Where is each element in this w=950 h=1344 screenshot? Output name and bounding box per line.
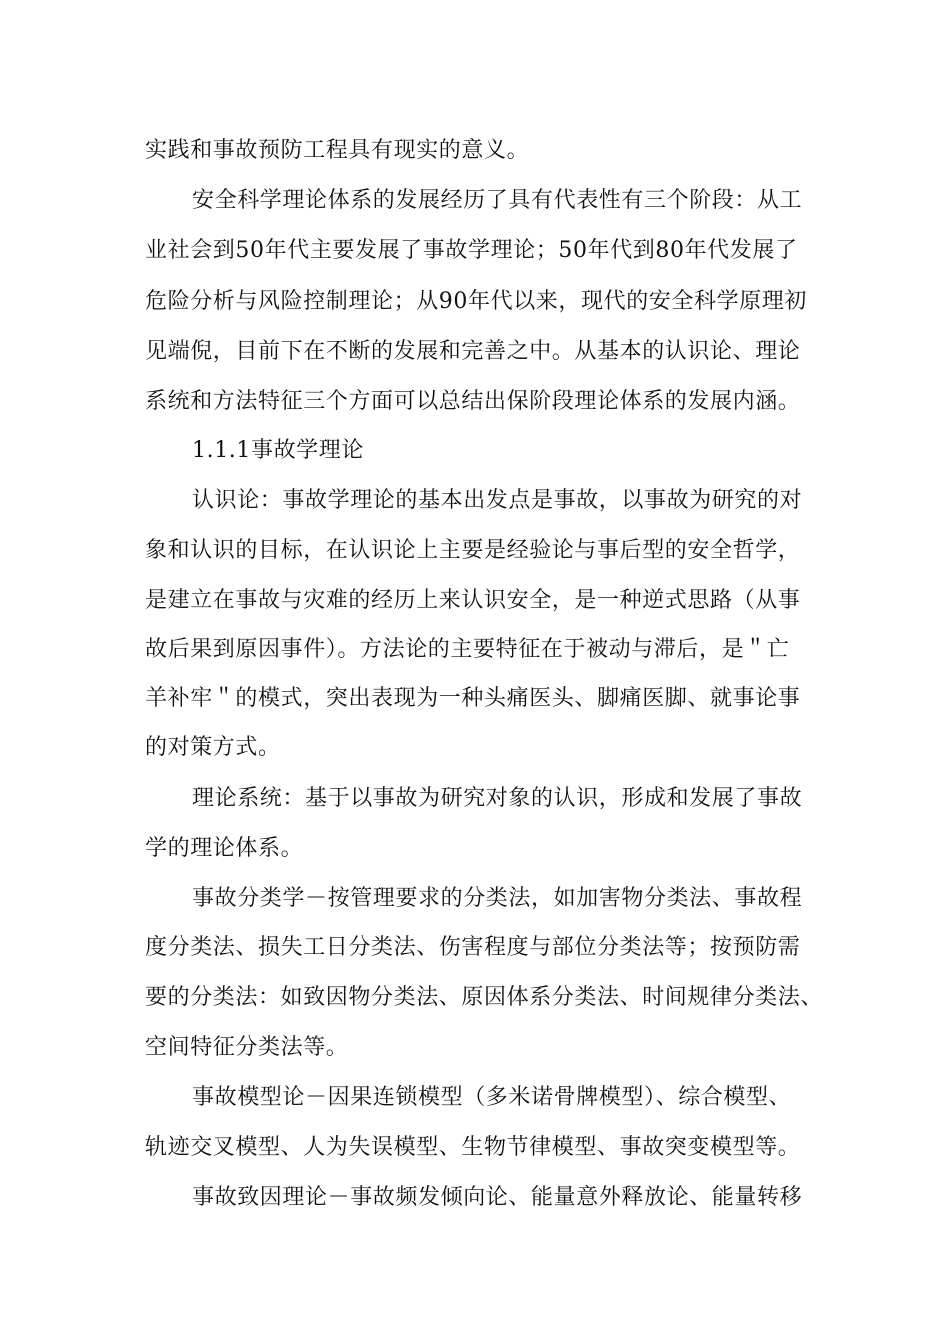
text-line: 要的分类法：如致因物分类法、原因体系分类法、时间规律分类法、 [145,985,824,1010]
section-heading: 1.1.1事故学理论 [192,438,364,463]
text-line: 业社会到50年代主要发展了事故学理论；50年代到80年代发展了 [145,238,798,263]
paragraph-line: 理论系统：基于以事故为研究对象的认识，形成和发展了事故 [192,786,803,811]
text-line: 学的理论体系。 [145,836,304,861]
text-line: 是建立在事故与灾难的经历上来认识安全，是一种逆式思路（从事 [145,588,801,613]
text-line: 轨迹交叉模型、人为失误模型、生物节律模型、事故突变模型等。 [145,1135,801,1160]
text-line: 见端倪，目前下在不断的发展和完善之中。从基本的认识论、理论 [145,339,801,364]
paragraph-line: 认识论：事故学理论的基本出发点是事故，以事故为研究的对 [192,488,803,513]
paragraph-line: 事故分类学－按管理要求的分类法，如加害物分类法、事故程 [192,886,803,911]
text-line: 象和认识的目标，在认识论上主要是经验论与事后型的安全哲学， [145,538,801,563]
paragraph-line: 事故模型论－因果连锁模型（多米诺骨牌模型）、综合模型、 [192,1085,792,1110]
text-line: 危险分析与风险控制理论；从90年代以来，现代的安全科学原理初 [145,289,807,314]
text-line: 羊补牢＂的模式，突出表现为一种头痛医头、脚痛医脚、就事论事 [145,686,801,711]
text-line: 实践和事故预防工程具有现实的意义。 [145,138,530,163]
text-line: 度分类法、损失工日分类法、伤害程度与部位分类法等；按预防需 [145,935,801,960]
paragraph-line: 事故致因理论－事故频发倾向论、能量意外释放论、能量转移 [192,1185,803,1210]
text-line: 的对策方式。 [145,735,281,760]
text-line: 空间特征分类法等。 [145,1035,349,1060]
paragraph-line: 安全科学理论体系的发展经历了具有代表性有三个阶段：从工 [192,188,803,213]
text-line: 故后果到原因事件）。方法论的主要特征在于被动与滞后，是＂亡 [145,637,790,662]
text-line: 系统和方法特征三个方面可以总结出保阶段理论体系的发展内涵。 [145,389,801,414]
